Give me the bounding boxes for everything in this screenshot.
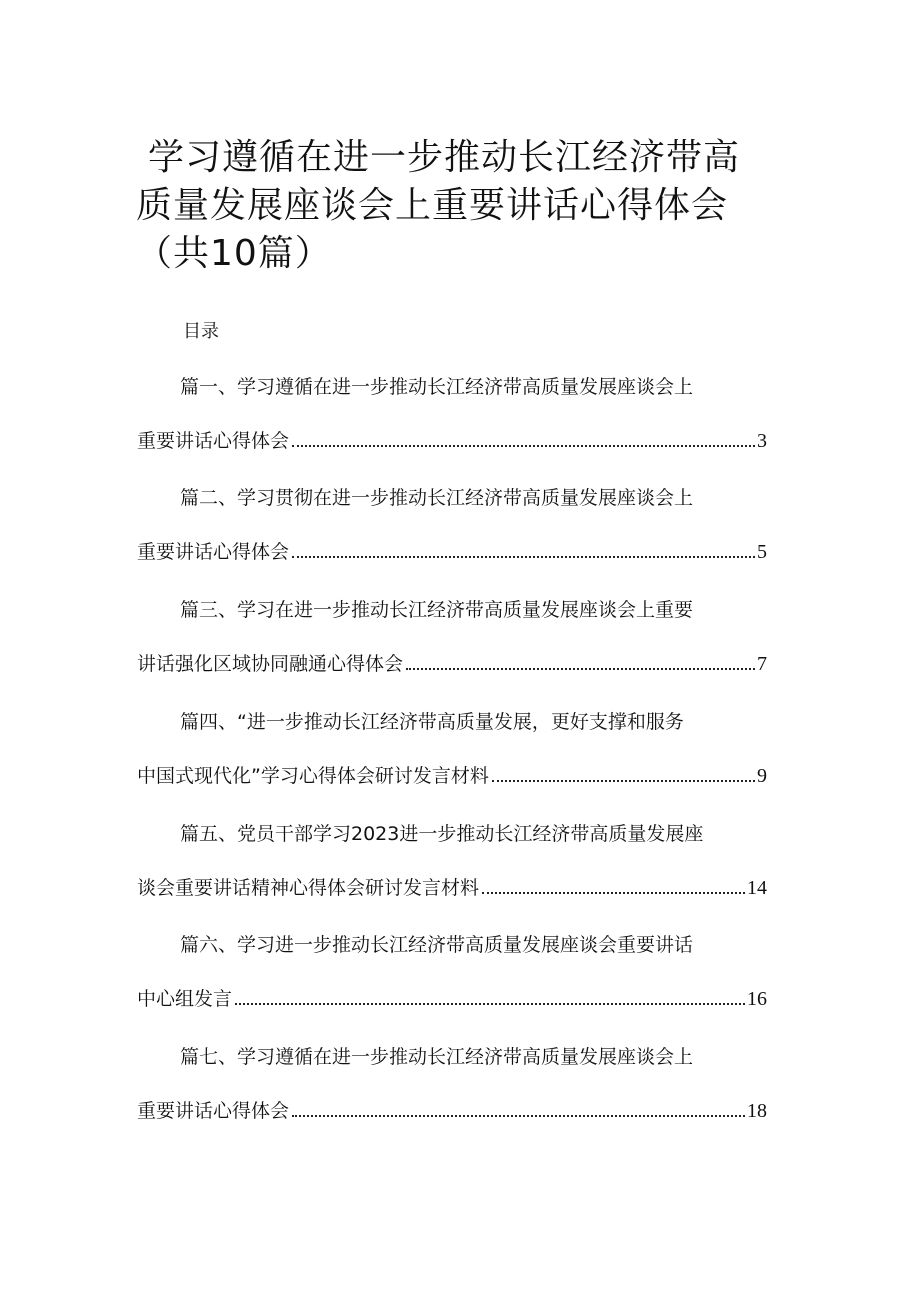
toc-entry-title-continued: 讲话强化区域协同融通心得体会: [137, 653, 404, 675]
toc-entry-title-continued: 中国式现代化”学习心得体会研讨发言材料: [137, 765, 489, 787]
toc-entry-title-continued: 谈会重要讲话精神心得体会研讨发言材料: [137, 877, 480, 899]
toc-page-number: 14: [747, 877, 767, 899]
toc-entry-title: 篇三、学习在进一步推动长江经济带高质量发展座谈会上重要: [180, 599, 694, 621]
dot-leader: [406, 668, 755, 670]
toc-heading: 目录: [183, 321, 219, 342]
toc-page-number: 5: [757, 541, 767, 563]
dot-leader: [292, 556, 755, 558]
toc-entry-title-continued: 中心组发言: [137, 988, 233, 1010]
toc-entry-title-continued: 重要讲话心得体会: [137, 541, 290, 563]
toc-entry-title-continued: 重要讲话心得体会: [137, 1100, 290, 1122]
dot-leader: [482, 892, 745, 894]
toc-page-number: 18: [747, 1100, 767, 1122]
dot-leader: [492, 780, 755, 782]
toc-entry-title: 篇五、党员干部学习2023进一步推动长江经济带高质量发展座: [180, 823, 704, 845]
toc-entry-title: 篇二、学习贯彻在进一步推动长江经济带高质量发展座谈会上: [180, 487, 694, 509]
toc-entry-title: 篇六、学习进一步推动长江经济带高质量发展座谈会重要讲话: [180, 934, 694, 956]
toc-page-number: 7: [757, 653, 767, 675]
dot-leader: [235, 1003, 745, 1005]
toc-page-number: 16: [747, 988, 767, 1010]
document-title: 学习遵循在进一步推动长江经济带高质量发展座谈会上重要讲话心得体会（共10篇）: [136, 137, 741, 274]
toc-entry-title: 篇四、“进一步推动长江经济带高质量发展，更好支撑和服务: [180, 711, 684, 733]
dot-leader: [292, 1115, 745, 1117]
toc-entry-title-continued: 重要讲话心得体会: [137, 430, 290, 452]
toc-page-number: 9: [757, 765, 767, 787]
dot-leader: [292, 445, 755, 447]
toc-entry-title: 篇七、学习遵循在进一步推动长江经济带高质量发展座谈会上: [180, 1046, 694, 1068]
toc-page-number: 3: [757, 430, 767, 452]
toc-entry-title: 篇一、学习遵循在进一步推动长江经济带高质量发展座谈会上: [180, 376, 694, 398]
